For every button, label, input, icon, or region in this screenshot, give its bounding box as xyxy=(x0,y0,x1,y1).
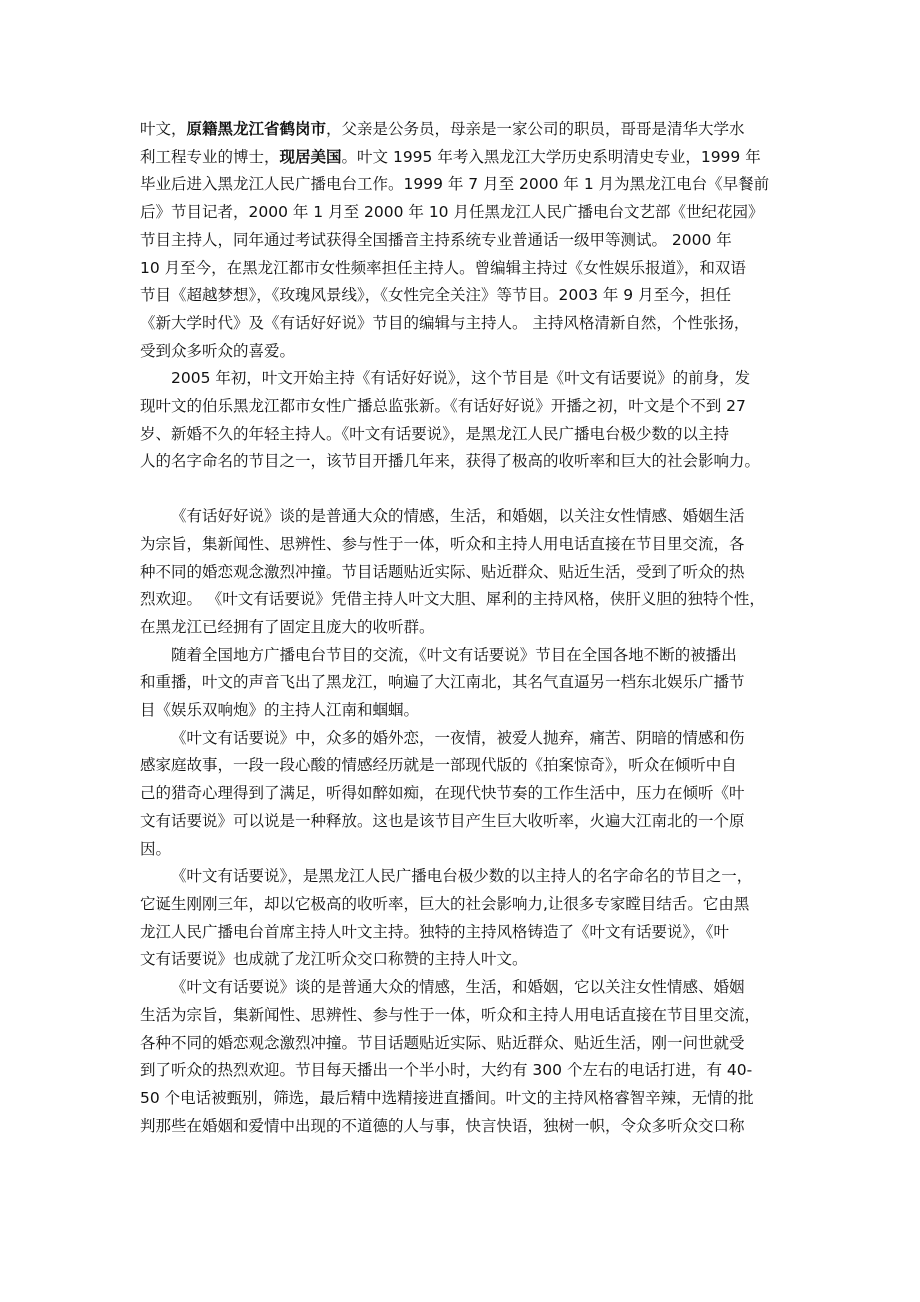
blank-line xyxy=(140,476,792,503)
text-line: 文有话要说》可以说是一种释放。这也是该节目产生巨大收听率，火遍大江南北的一个原 xyxy=(140,811,745,830)
text-line: 节目《超越梦想》，《玫瑰风景线》，《女性完全关注》等节目。2003 年 9 月至今，担任 xyxy=(140,286,732,305)
text-line xyxy=(140,116,792,144)
bold-text: 原籍黑龙江省鹤岗市 xyxy=(186,120,327,138)
text-line: 文有话要说》也成就了龙江听众交口称赞的主持人叶文。 xyxy=(140,950,528,969)
text-line: 种不同的婚恋观念激烈冲撞。节目话题贴近实际、贴近群众、贴近生活，受到了听众的热 xyxy=(140,562,745,581)
text-line: 因。 xyxy=(140,839,172,858)
paragraph-7 xyxy=(140,974,792,1140)
text-run: 。叶文 1995 年考入黑龙江大学历史系明清史专业，1999 年 xyxy=(341,147,761,166)
text-run: ，父亲是公务员，母亲是一家公司的职员，哥哥是清华大学水 xyxy=(326,120,745,138)
text-line: 在黑龙江已经拥有了固定且庞大的收听群。 xyxy=(140,617,435,636)
paragraph-4 xyxy=(140,642,792,725)
text-line: 岁、新婚不久的年轻主持人。《叶文有话要说》，是黑龙江人民广播电台极少数的以主持 xyxy=(140,424,730,443)
text-line: 受到众多听众的喜爱。 xyxy=(140,341,296,360)
text-line: 判那些在婚姻和爱情中出现的不道德的人与事，快言快语，独树一帜，令众多听众交口称 xyxy=(140,1116,745,1135)
paragraph-2 xyxy=(140,365,792,476)
text-line: 人的名字命名的节目之一，该节目开播几年来，获得了极高的收听率和巨大的社会影响力。 xyxy=(140,452,761,471)
text-line xyxy=(140,144,792,172)
text-line: 《新大学时代》及《有话好好说》节目的编辑与主持人。 主持风格清新自然，个性张扬， xyxy=(140,313,750,332)
paragraph-5 xyxy=(140,725,792,864)
text-line: 《有话好好说》谈的是普通大众的情感，生活，和婚姻，以关注女性情感、婚姻生活 xyxy=(171,507,745,526)
text-line: 己的猎奇心理得到了满足，听得如醉如痴，在现代快节奏的工作生活中，压力在倾听《叶 xyxy=(140,784,745,803)
text-line: 10 月至今，在黑龙江都市女性频率担任主持人。曾编辑主持过《女性娱乐报道》，和双语 xyxy=(140,258,746,277)
text-line: 50 个电话被甄别，筛选，最后精中选精接进直播间。叶文的主持风格睿智辛辣，无情的批 xyxy=(140,1088,754,1107)
text-line: 《叶文有话要说》，是黑龙江人民广播电台极少数的以主持人的名字命名的节目之一， xyxy=(171,867,753,886)
text-line: 《叶文有话要说》谈的是普通大众的情感，生活，和婚姻，它以关注女性情感、婚姻 xyxy=(171,978,745,997)
paragraph-3 xyxy=(140,503,792,642)
text-line: 到了听众的热烈欢迎。节目每天播出一个半小时，大约有 300 个左右的电话打进，有 40- xyxy=(140,1061,753,1080)
text-line: 节目主持人，同年通过考试获得全国播音主持系统专业普通话一级甲等测试。 2000 年 xyxy=(140,230,732,249)
document-page xyxy=(140,116,792,1140)
text-line: 和重播，叶文的声音飞出了黑龙江，响遍了大江南北，其名气直逼另一档东北娱乐广播节 xyxy=(140,673,745,692)
text-line: 随着全国地方广播电台节目的交流，《叶文有话要说》节目在全国各地不断的被播出 xyxy=(171,645,737,664)
text-run: 利工程专业的博士， xyxy=(140,147,280,166)
text-run: 叶文， xyxy=(140,120,187,138)
text-line: 各种不同的婚恋观念激烈冲撞。节目话题贴近实际、贴近群众、贴近生活，刚一问世就受 xyxy=(140,1033,745,1052)
text-line: 后》节目记者，2000 年 1 月至 2000 年 10 月任黑龙江人民广播电台文艺部《世纪花园》 xyxy=(140,203,764,222)
text-line: 烈欢迎。 《叶文有话要说》凭借主持人叶文大胆、犀利的主持风格，侠肝义胆的独特个性， xyxy=(140,590,765,609)
text-line: 龙江人民广播电台首席主持人叶文主持。独特的主持风格铸造了《叶文有话要说》，《叶 xyxy=(140,922,730,941)
text-line: 生活为宗旨，集新闻性、思辨性、参与性于一体，听众和主持人用电话直接在节目里交流， xyxy=(140,1005,761,1024)
text-line: 它诞生刚刚三年，却以它极高的收听率，巨大的社会影响力,让很多专家瞠目结舌。它由黑 xyxy=(140,894,750,913)
text-line: 现叶文的伯乐黑龙江都市女性广播总监张新。《有话好好说》开播之初，叶文是个不到 27 xyxy=(140,397,746,416)
text-line: 目《娱乐双响炮》的主持人江南和蝈蝈。 xyxy=(140,701,420,720)
text-line: 2005 年初，叶文开始主持《有话好好说》，这个节目是《叶文有话要说》的前身，发 xyxy=(171,369,751,388)
text-line: 感家庭故事，一段一段心酸的情感经历就是一部现代版的《拍案惊奇》，听众在倾听中自 xyxy=(140,756,737,775)
paragraph-1 xyxy=(140,116,792,365)
text-line: 毕业后进入黑龙江人民广播电台工作。1999 年 7 月至 2000 年 1 月为黑龙江电台《早餐前 xyxy=(140,175,770,194)
text-line: 《叶文有话要说》中，众多的婚外恋，一夜情，被爱人抛弃，痛苦、阴暗的情感和伤 xyxy=(171,728,745,747)
bold-text: 现居美国 xyxy=(279,147,342,166)
paragraph-6 xyxy=(140,863,792,974)
text-line: 为宗旨，集新闻性、思辨性、参与性于一体，听众和主持人用电话直接在节目里交流，各 xyxy=(140,534,745,553)
